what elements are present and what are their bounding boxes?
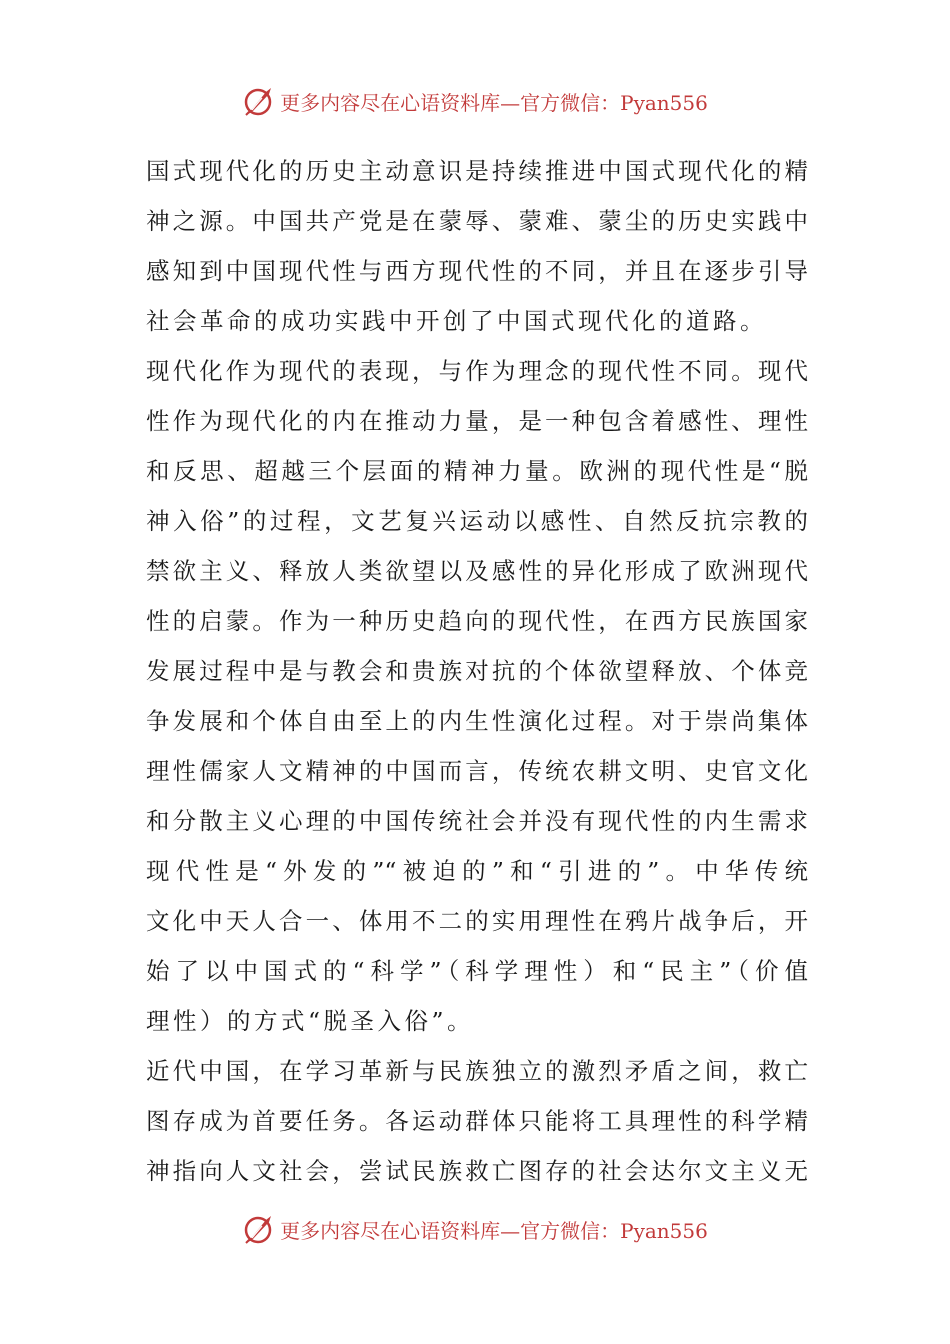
text-line: 神入俗”的过程，文艺复兴运动以感性、自然反抗宗教的 [146, 507, 808, 535]
text-line: 国式现代化的历史主动意识是持续推进中国式现代化的精 [146, 157, 808, 185]
footer-watermark [0, 1209, 950, 1249]
text-line: 性作为现代化的内在推动力量，是一种包含着感性、理性 [146, 407, 808, 435]
text-line: 和反思、超越三个层面的精神力量。欧洲的现代性是“脱 [146, 457, 808, 485]
text-line: 理性儒家人文精神的中国而言，传统农耕文明、史官文化 [146, 757, 808, 785]
footer-watermark-text: 更多内容尽在心语资料库—官方微信：Pyan556 [280, 1218, 708, 1243]
text-line: 和分散主义心理的中国传统社会并没有现代性的内生需求 [146, 807, 808, 835]
quill-logo-icon [242, 1212, 276, 1246]
text-line: 禁欲主义、释放人类欲望以及感性的异化形成了欧洲现代 [146, 557, 808, 585]
text-line: 始了以中国式的“科学”（科学理性）和“民主”（价值 [146, 957, 808, 985]
text-line: 发展过程中是与教会和贵族对抗的个体欲望释放、个体竞 [146, 657, 808, 685]
text-line: 文化中天人合一、体用不二的实用理性在鸦片战争后，开 [146, 907, 808, 935]
text-line: 图存成为首要任务。各运动群体只能将工具理性的科学精 [146, 1107, 808, 1135]
text-line: 神指向人文社会，尝试民族救亡图存的社会达尔文主义无 [146, 1157, 808, 1185]
quill-logo-icon [242, 84, 276, 118]
text-line: 感知到中国现代性与西方现代性的不同，并且在逐步引导 [146, 257, 808, 285]
text-line: 现代化作为现代的表现，与作为理念的现代性不同。现代 [146, 357, 808, 385]
text-line: 性的启蒙。作为一种历史趋向的现代性，在西方民族国家 [146, 607, 808, 635]
text-line: 社会革命的成功实践中开创了中国式现代化的道路。 [146, 307, 767, 335]
header-watermark [0, 81, 950, 121]
header-watermark-text: 更多内容尽在心语资料库—官方微信：Pyan556 [280, 90, 708, 115]
text-line: 争发展和个体自由至上的内生性演化过程。对于崇尚集体 [146, 707, 808, 735]
text-line: 现代性是“外发的”“被迫的”和“引进的”。中华传统 [146, 857, 808, 885]
text-line: 近代中国，在学习革新与民族独立的激烈矛盾之间，救亡 [146, 1057, 808, 1085]
article-body [146, 146, 808, 1196]
text-line: 理性）的方式“脱圣入俗”。 [146, 1007, 475, 1035]
text-line: 神之源。中国共产党是在蒙辱、蒙难、蒙尘的历史实践中 [146, 207, 808, 235]
